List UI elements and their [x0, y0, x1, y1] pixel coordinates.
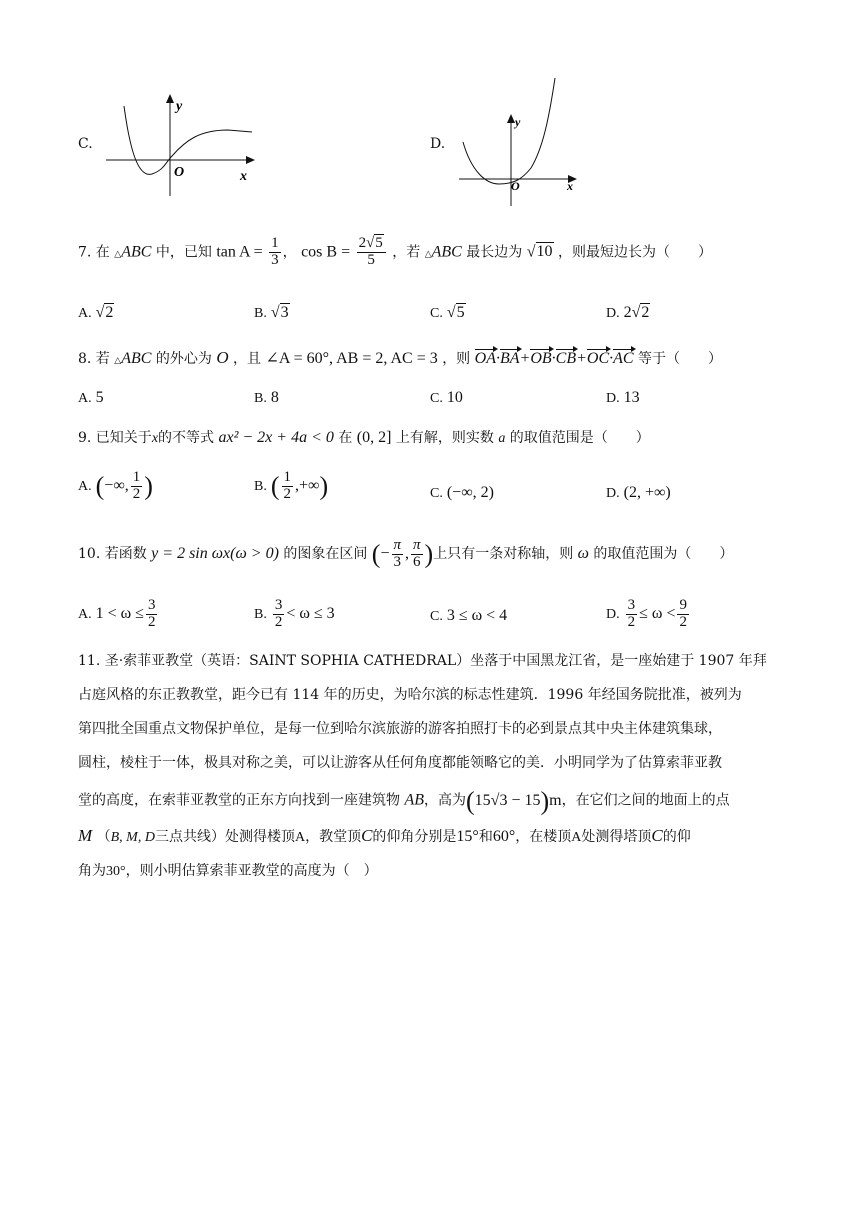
- q7-prefix: 7. 在: [78, 244, 110, 261]
- option-d-label: D.: [430, 136, 446, 152]
- q11-line-3: 第四批全国重点文物保护单位，是每一位到哈尔滨旅游的游客拍照打卡的必到景点其中央主体建筑集球，: [78, 721, 722, 737]
- q10-text-1: 的图象在区间: [283, 545, 368, 562]
- q9-prefix: 9. 已知关于: [78, 430, 152, 446]
- q8-condition: ∠A = 60°, AB = 2, AC = 3: [265, 350, 438, 367]
- q10-suffix: 的取值范围为（ ）: [593, 545, 734, 562]
- graph-c-origin: O: [174, 165, 185, 180]
- q10-omega: ω: [577, 544, 589, 562]
- q9-option-b[interactable]: B. ( $\frac{1}{2}$ ,+∞): [254, 469, 329, 502]
- q7-triangle-name: ABC: [121, 243, 152, 261]
- graph-d-y-label: y: [515, 115, 521, 129]
- question-10: [78, 538, 733, 571]
- q10-option-b[interactable]: B. $\frac{3}{2}$ < ω ≤ 3: [254, 597, 335, 630]
- q10-option-c[interactable]: C. 3 ≤ ω < 4: [430, 607, 508, 624]
- q10-interval: (− $\frac{\pi}{3}$ , $\frac{\pi}{6}$ ): [371, 537, 434, 570]
- q7-tan-a: tan A =: [216, 243, 263, 261]
- q7-triangle-name: ABC: [431, 243, 462, 261]
- q8-prefix: 8. 若: [78, 351, 110, 367]
- q8-text-3: ，则: [442, 351, 471, 367]
- q9-a: a: [498, 431, 506, 446]
- q10-prefix: 10. 若函数: [78, 545, 147, 562]
- q11-line-2: 占庭风格的东正教教堂，距今已有 114 年的历史，为哈尔滨的标志性建筑．1996 年经国务院批准，被列为: [78, 687, 742, 703]
- q7-option-d[interactable]: D. 2√2: [606, 304, 650, 321]
- graph-c: [100, 90, 260, 200]
- q9-interval: (0, 2]: [356, 429, 392, 446]
- q11-line-5: 堂的高度，在索菲亚教堂的正东方向找到一座建筑物 AB，高为(15√3 − 15)m，在它们之间的地面上的点: [78, 786, 730, 815]
- q9-option-c[interactable]: C. (−∞, 2): [430, 484, 494, 501]
- graph-d-curve: [463, 78, 555, 184]
- q8-option-a[interactable]: A. 5: [78, 389, 104, 406]
- q7-comma: ，: [282, 244, 297, 261]
- q7-text-2: ，若: [392, 244, 421, 261]
- q9-x: x: [151, 431, 159, 446]
- q7-option-b[interactable]: B. √3: [254, 304, 289, 321]
- q11-line-1: 11. 圣·索菲亚教堂（英语：SAINT SOPHIA CATHEDRAL）坐落于中国黑龙江省，是一座始建于 1907 年拜: [78, 653, 767, 669]
- q8-option-b[interactable]: B. 8: [254, 389, 279, 406]
- q10-option-d[interactable]: D. $\frac{3}{2}$ ≤ ω < $\frac{9}{2}$: [606, 597, 687, 630]
- graph-c-curve: [124, 106, 252, 174]
- q11-line-6: M （B, M, D三点共线）处测得楼顶A，教堂顶C的仰角分别是15°和60°，在楼顶A处测得塔顶C的仰: [78, 826, 691, 845]
- graph-d: [455, 78, 585, 208]
- q8-option-c[interactable]: C. 10: [430, 389, 463, 406]
- question-8: [78, 348, 722, 368]
- graph-d-origin: O: [511, 179, 520, 193]
- q10-option-a[interactable]: A. 1 < ω ≤ $\frac{3}{2}$: [78, 597, 156, 630]
- q11-line-7: 角为30°，则小明估算索菲亚教堂的高度为（ ）: [78, 863, 378, 879]
- graph-c-x-arrow: [246, 156, 255, 164]
- triangle-symbol: △: [114, 356, 122, 366]
- q9-inequality: ax² − 2x + 4a < 0: [218, 429, 334, 446]
- q9-text-3: 上有解，则实数: [395, 430, 494, 446]
- q11-bmd: B, M, D: [110, 830, 155, 845]
- graph-d-x-label: x: [567, 179, 573, 193]
- q8-text-2: ，且: [233, 351, 262, 367]
- q10-text-2: 上只有一条对称轴，则: [433, 545, 574, 562]
- triangle-symbol: △: [424, 249, 432, 260]
- q7-option-a[interactable]: A. √2: [78, 304, 114, 321]
- q9-text-1: 的不等式: [158, 430, 215, 446]
- q11-height: (15√3 − 15)m: [466, 786, 562, 815]
- triangle-symbol: △: [114, 249, 122, 260]
- q8-vector-expression: OA·BA+OB·CB+OC·AC: [474, 350, 634, 367]
- q11-m: M: [78, 826, 93, 845]
- q7-tan-fraction: $\frac{1}{3}$: [271, 235, 279, 268]
- q9-suffix: 的取值范围是（ ）: [509, 430, 650, 446]
- q7-cos-b: cos B =: [301, 243, 351, 261]
- q9-text-2: 在: [338, 430, 353, 446]
- q7-text-3: 最长边为: [466, 244, 523, 261]
- q7-suffix: ，则最短边长为（ ）: [557, 244, 712, 261]
- graph-c-x-label: x: [240, 169, 247, 184]
- q8-circumcenter: O: [216, 348, 229, 367]
- q11-line-4: 圆柱，棱柱于一体，极具对称之美，可以让游客从任何角度都能领略它的美．小明同学为了估算索菲亚教: [78, 755, 722, 771]
- q8-text-1: 的外心为: [155, 351, 212, 367]
- q8-suffix: 等于（ ）: [638, 351, 723, 367]
- q11-ab: AB: [404, 791, 424, 809]
- graph-c-y-arrow: [166, 94, 174, 103]
- q8-option-d[interactable]: D. 13: [606, 389, 640, 406]
- q7-option-c[interactable]: C. √5: [430, 304, 465, 321]
- q9-option-a[interactable]: A. (−∞, $\frac{1}{2}$ ): [78, 469, 153, 502]
- q9-option-d[interactable]: D. (2, +∞): [606, 484, 671, 501]
- q7-cos-fraction: $\frac{2√5}{5}$: [357, 236, 386, 269]
- question-9: [78, 427, 650, 447]
- graph-d-y-arrow: [507, 114, 515, 123]
- question-7: [78, 236, 712, 269]
- graph-c-y-label: y: [176, 99, 183, 114]
- q7-text-1: 中，已知: [155, 244, 212, 261]
- option-c-label: C.: [78, 136, 93, 152]
- q10-function: y = 2 sin ωx(ω > 0): [151, 544, 279, 562]
- q7-sqrt-10: √10: [526, 243, 553, 261]
- q8-triangle-name: ABC: [121, 350, 152, 367]
